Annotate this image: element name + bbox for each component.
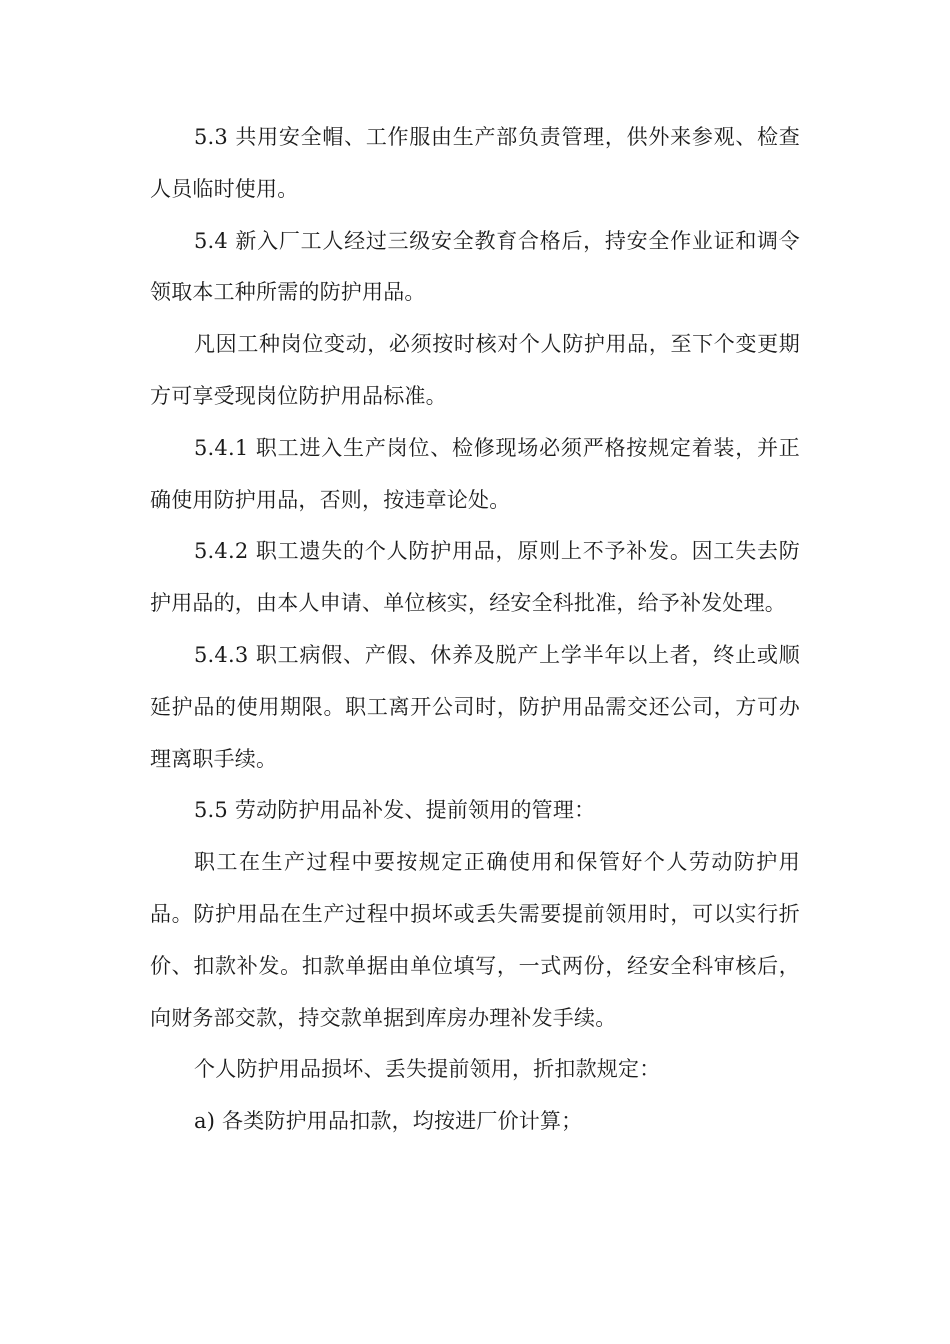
paragraph-5-3: 5.3 共用安全帽、工作服由生产部负责管理，供外来参观、检查人员临时使用。 [150, 125, 800, 201]
paragraph-5-4-1: 5.4.1 职工进入生产岗位、检修现场必须严格按规定着装，并正确使用防护用品，否则，按违章论处。 [150, 435, 800, 512]
paragraph-5-4-2: 5.4.2 职工遗失的个人防护用品，原则上不予补发。因工失去防护用品的，由本人申请、单位核实，经安全科批准，给予补发处理。 [150, 539, 800, 616]
paragraph-post-change: 凡因工种岗位变动，必须按时核对个人防护用品，至下个变更期方可享受现岗位防护用品标准。 [150, 332, 800, 408]
document-body [150, 112, 800, 1148]
paragraph-5-5: 5.5 劳动防护用品补发、提前领用的管理： [194, 798, 596, 823]
paragraph-discount-rules: 个人防护用品损坏、丢失提前领用，折扣款规定： [194, 1057, 661, 1082]
paragraph-replacement-rules: 职工在生产过程中要按规定正确使用和保管好个人劳动防护用品。防护用品在生产过程中损坏或丢失需要提前领用时，可以实行折价、扣款补发。扣款单据由单位填写，一式两份，经安全科审核后，向财务部交款，持交款单据到库房办理补发手续。 [150, 850, 800, 1030]
paragraph-item-a: a) 各类防护用品扣款，均按进厂价计算； [194, 1109, 583, 1134]
paragraph-5-4-3: 5.4.3 职工病假、产假、休养及脱产上学半年以上者，终止或顺延护品的使用期限。职工离开公司时，防护用品需交还公司，方可办理离职手续。 [150, 642, 800, 771]
paragraph-5-4: 5.4 新入厂工人经过三级安全教育合格后，持安全作业证和调令领取本工种所需的防护用品。 [150, 228, 800, 305]
